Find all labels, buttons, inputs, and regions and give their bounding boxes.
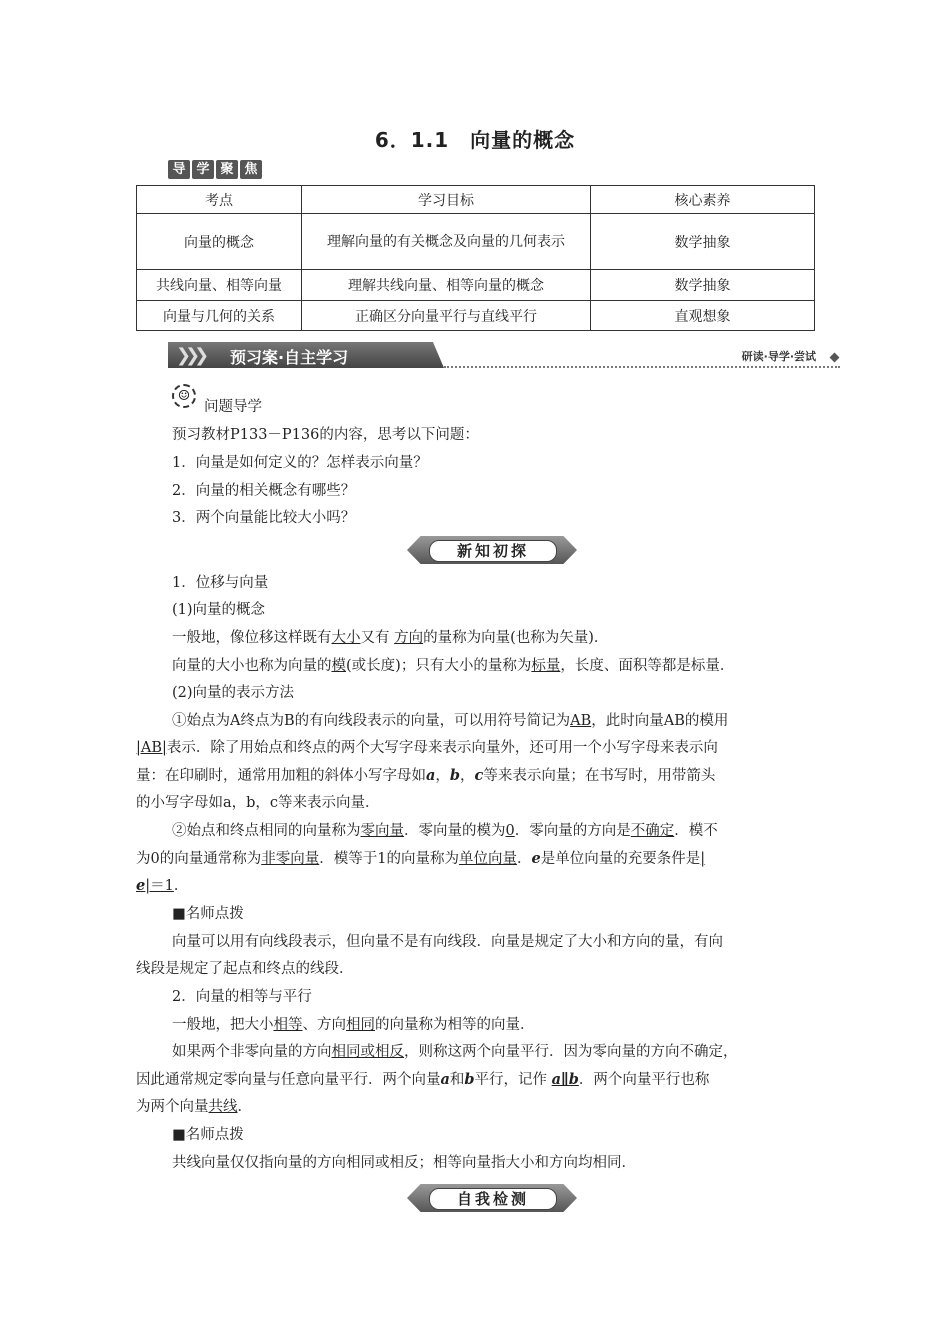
guide-intro: 预习教材P133－P136的内容，思考以下问题： bbox=[172, 427, 479, 443]
banner-divider bbox=[444, 366, 840, 368]
tip-heading: ■名师点拨 bbox=[172, 1127, 244, 1143]
tip-text: 向量可以用有向线段表示，但向量不是有向线段．向量是规定了大小和方向的量，有向 bbox=[172, 934, 723, 950]
paragraph-line: 一般地，把大小相等、方向相同的向量称为相等的向量． bbox=[172, 1017, 535, 1033]
section-self-check bbox=[407, 1184, 577, 1212]
table-cell: 直观想象 bbox=[591, 301, 815, 331]
paragraph-line: 的小写字母如a，b，c等来表示向量． bbox=[136, 795, 380, 811]
table-row bbox=[137, 301, 815, 331]
chevron-icon: ❯❯❯ bbox=[176, 345, 204, 366]
tip-heading: ■名师点拨 bbox=[172, 906, 244, 922]
heading-1: 1．位移与向量 bbox=[172, 575, 269, 591]
guide-question: 2．向量的相关概念有哪些？ bbox=[172, 483, 356, 499]
table-cell: 理解共线向量、相等向量的概念 bbox=[302, 270, 591, 301]
banner-right-label: 研读·导学·尝试 bbox=[741, 350, 816, 363]
heading-2: 2．向量的相等与平行 bbox=[172, 989, 312, 1005]
table-row bbox=[137, 270, 815, 301]
paragraph-line: 向量的大小也称为向量的模(或长度)；只有大小的量称为标量，长度、面积等都是标量． bbox=[172, 658, 735, 674]
paragraph-line: 一般地，像位移这样既有大小又有 方向的量称为向量(也称为矢量)． bbox=[172, 630, 609, 646]
paragraph-line: 量：在印刷时，通常用加粗的斜体小写字母如a，b，c等来表示向量；在书写时，用带箭头 bbox=[136, 767, 716, 784]
tip-text: 共线向量仅仅指向量的方向相同或相反；相等向量指大小和方向均相同． bbox=[172, 1155, 636, 1171]
guide-question: 3．两个向量能比较大小吗？ bbox=[172, 510, 356, 526]
paragraph-line: 因此通常规定零向量与任意向量平行．两个向量a和b平行，记作 a∥b．两个向量平行也称 bbox=[136, 1071, 710, 1088]
section-new-knowledge bbox=[407, 536, 577, 564]
table-header-row bbox=[137, 186, 815, 214]
tag-char: 焦 bbox=[240, 160, 262, 179]
paragraph-line: 如果两个非零向量的方向相同或相反，则称这两个向量平行．因为零向量的方向不确定， bbox=[172, 1044, 738, 1060]
table-cell: 向量的概念 bbox=[137, 214, 302, 270]
paragraph-line: ①始点为A终点为B的有向线段表示的向量，可以用符号简记为AB，此时向量AB的模用 bbox=[172, 713, 729, 729]
focus-tag bbox=[168, 160, 262, 179]
subheading: (2)向量的表示方法 bbox=[172, 685, 295, 701]
paragraph-line: |AB|表示．除了用始点和终点的两个大写字母来表示向量外，还可用一个小写字母来表示向 bbox=[136, 740, 718, 756]
table-cell: 理解向量的有关概念及向量的几何表示 bbox=[302, 214, 591, 270]
table-cell: 向量与几何的关系 bbox=[137, 301, 302, 331]
paragraph-line: 为0的向量通常称为非零向量．模等于1的向量称为单位向量．e是单位向量的充要条件是| bbox=[136, 850, 706, 867]
paragraph-line: ②始点和终点相同的向量称为零向量．零向量的模为0．零向量的方向是不确定．模不 bbox=[172, 823, 718, 839]
section-label: 新知初探 bbox=[429, 540, 557, 562]
banner-label: 预习案·自主学习 bbox=[230, 348, 349, 367]
guide-heading: 问题导学 bbox=[204, 399, 262, 415]
header-cell: 核心素养 bbox=[591, 186, 815, 214]
table-row bbox=[137, 214, 815, 270]
tag-char: 学 bbox=[192, 160, 214, 179]
smiley-icon: ☺ bbox=[172, 384, 196, 408]
tag-char: 导 bbox=[168, 160, 190, 179]
diamond-icon bbox=[830, 353, 840, 363]
header-cell: 考点 bbox=[137, 186, 302, 214]
table-cell: 数学抽象 bbox=[591, 214, 815, 270]
section-label: 自我检测 bbox=[429, 1188, 557, 1210]
header-cell: 学习目标 bbox=[302, 186, 591, 214]
tip-text: 线段是规定了起点和终点的线段． bbox=[136, 961, 354, 977]
preview-banner bbox=[168, 342, 840, 370]
tag-char: 聚 bbox=[216, 160, 238, 179]
page-title: 6．1.1 向量的概念 bbox=[374, 128, 576, 152]
table-cell: 共线向量、相等向量 bbox=[137, 270, 302, 301]
table-cell: 正确区分向量平行与直线平行 bbox=[302, 301, 591, 331]
guide-question: 1．向量是如何定义的？怎样表示向量？ bbox=[172, 455, 428, 471]
paragraph-line: e|＝1． bbox=[136, 877, 189, 894]
paragraph-line: 为两个向量共线． bbox=[136, 1099, 252, 1115]
table-cell: 数学抽象 bbox=[591, 270, 815, 301]
subheading: (1)向量的概念 bbox=[172, 602, 266, 618]
goals-table bbox=[136, 185, 815, 331]
